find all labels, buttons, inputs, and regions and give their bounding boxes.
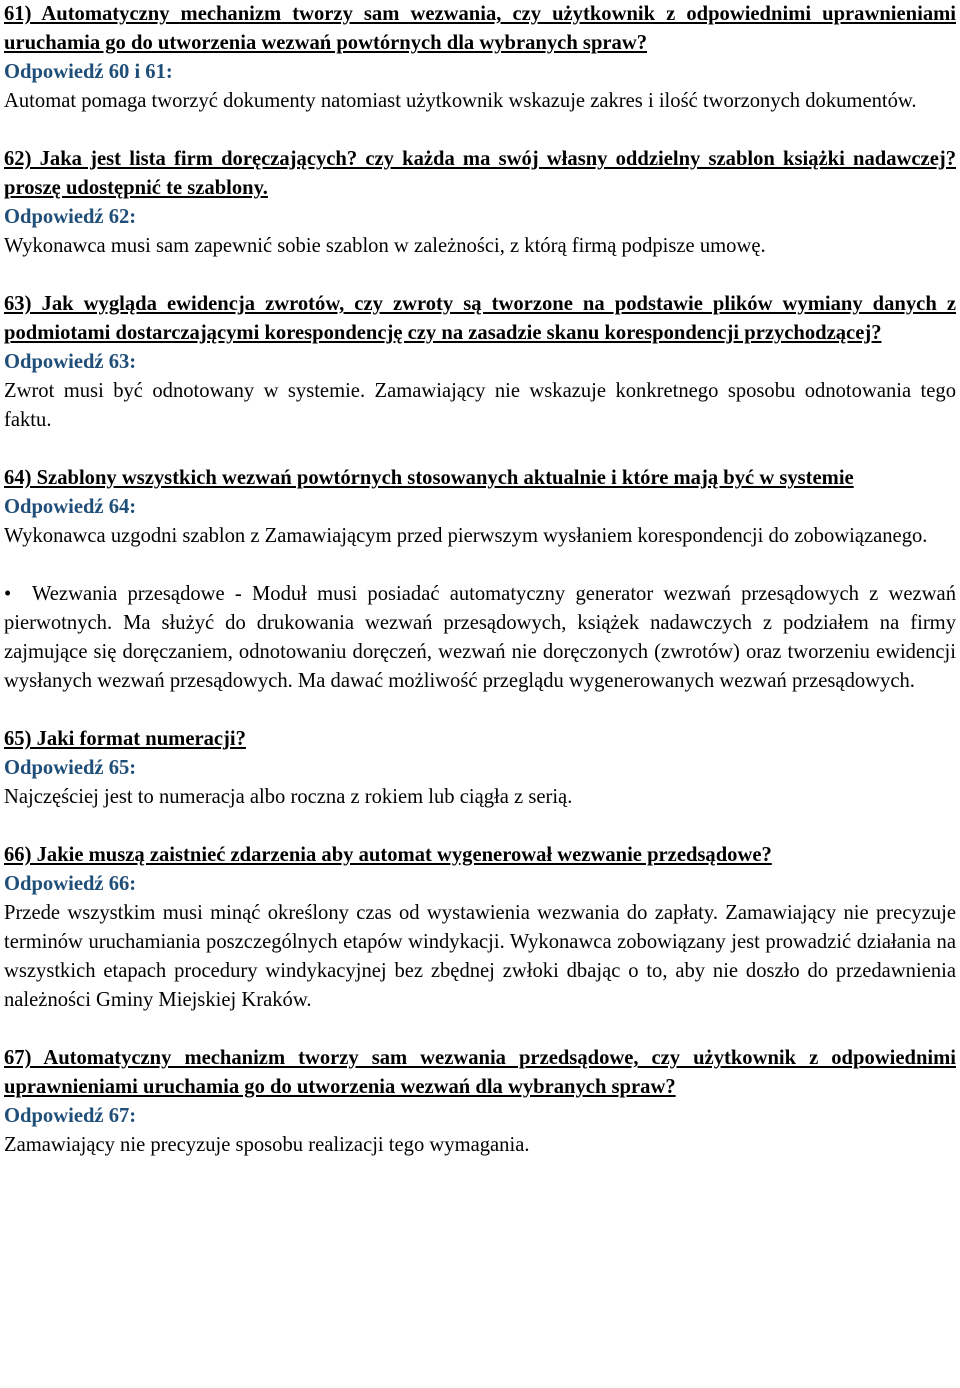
answer-heading-64: Odpowiedź 64:: [4, 496, 137, 518]
document-page: [4, 0, 956, 1160]
answer-heading-61: Odpowiedź 60 i 61:: [4, 61, 173, 83]
answer-text-61: Automat pomaga tworzyć dokumenty natomiast użytkownik wskazuje zakres i ilość tworzonych dokumentów.: [4, 90, 917, 112]
answer-heading-63: Odpowiedź 63:: [4, 351, 137, 373]
qa-65: [4, 725, 956, 812]
qa-66: [4, 841, 956, 1015]
qa-61: [4, 0, 956, 116]
question-63: 63) Jak wygląda ewidencja zwrotów, czy zwroty są tworzone na podstawie plików wymiany danych z podmiotami dostarczającymi korespondencję czy na zasadzie skanu korespondencji przychodzącej?: [4, 293, 956, 344]
question-65: 65) Jaki format numeracji?: [4, 728, 246, 750]
question-64: 64) Szablony wszystkich wezwań powtórnych stosowanych aktualnie i które mają być w systemie: [4, 467, 854, 489]
qa-67: [4, 1044, 956, 1160]
bullet-marker: •: [4, 583, 12, 605]
question-61: 61) Automatyczny mechanizm tworzy sam wezwania, czy użytkownik z odpowiednimi uprawnieniami uruchamia go do utworzenia wezwań powtórnych dla wybranych spraw?: [4, 3, 956, 54]
question-62: 62) Jaka jest lista firm doręczających? czy każda ma swój własny oddzielny szablon książki nadawczej? proszę udostępnić te szablony.: [4, 148, 956, 199]
answer-heading-67: Odpowiedź 67:: [4, 1105, 137, 1127]
answer-text-62: Wykonawca musi sam zapewnić sobie szablon w zależności, z którą firmą podpisze umowę.: [4, 235, 766, 257]
answer-text-63: Zwrot musi być odnotowany w systemie. Zamawiający nie wskazuje konkretnego sposobu odnotowania tego faktu.: [4, 380, 956, 431]
question-67: 67) Automatyczny mechanizm tworzy sam wezwania przedsądowe, czy użytkownik z odpowiednimi uprawnieniami uruchamia go do utworzenia wezwań dla wybranych spraw?: [4, 1047, 956, 1098]
answer-heading-66: Odpowiedź 66:: [4, 873, 137, 895]
answer-heading-62: Odpowiedź 62:: [4, 206, 137, 228]
answer-text-64: Wykonawca uzgodni szablon z Zamawiającym przed pierwszym wysłaniem korespondencji do zobowiązanego.: [4, 525, 928, 547]
bullet-paragraph: [4, 580, 956, 696]
qa-62: [4, 145, 956, 261]
answer-text-67: Zamawiający nie precyzuje sposobu realizacji tego wymagania.: [4, 1134, 530, 1156]
bullet-text: Wezwania przesądowe - Moduł musi posiadać automatyczny generator wezwań przesądowych z wezwań pierwotnych. Ma służyć do drukowania wezwań przesądowych, książek nadawczych z podziałem na firmy zajmujące się doręczaniem, odnotowaniu doręczeń, wezwań nie doręczonych (zwrotów) oraz tworzeniu ewidencji wysłanych wezwań przesądowych. Ma dawać możliwość przeglądu wygenerowanych wezwań przesądowych.: [4, 583, 956, 692]
answer-text-66: Przede wszystkim musi minąć określony czas od wystawienia wezwania do zapłaty. Zamawiający nie precyzuje terminów uruchamiania poszczególnych etapów windykacji. Wykonawca zobowiązany jest prowadzić działania na wszystkich etapach procedury windykacyjnej bez zbędnej zwłoki dbając o to, aby nie doszło do przedawnienia należności Gminy Miejskiej Kraków.: [4, 902, 956, 1011]
answer-text-65: Najczęściej jest to numeracja albo roczna z rokiem lub ciągła z serią.: [4, 786, 573, 808]
qa-63: [4, 290, 956, 435]
answer-heading-65: Odpowiedź 65:: [4, 757, 137, 779]
question-66: 66) Jakie muszą zaistnieć zdarzenia aby automat wygenerował wezwanie przedsądowe?: [4, 844, 772, 866]
qa-64: [4, 464, 956, 551]
bullet-requirement: [4, 580, 956, 696]
